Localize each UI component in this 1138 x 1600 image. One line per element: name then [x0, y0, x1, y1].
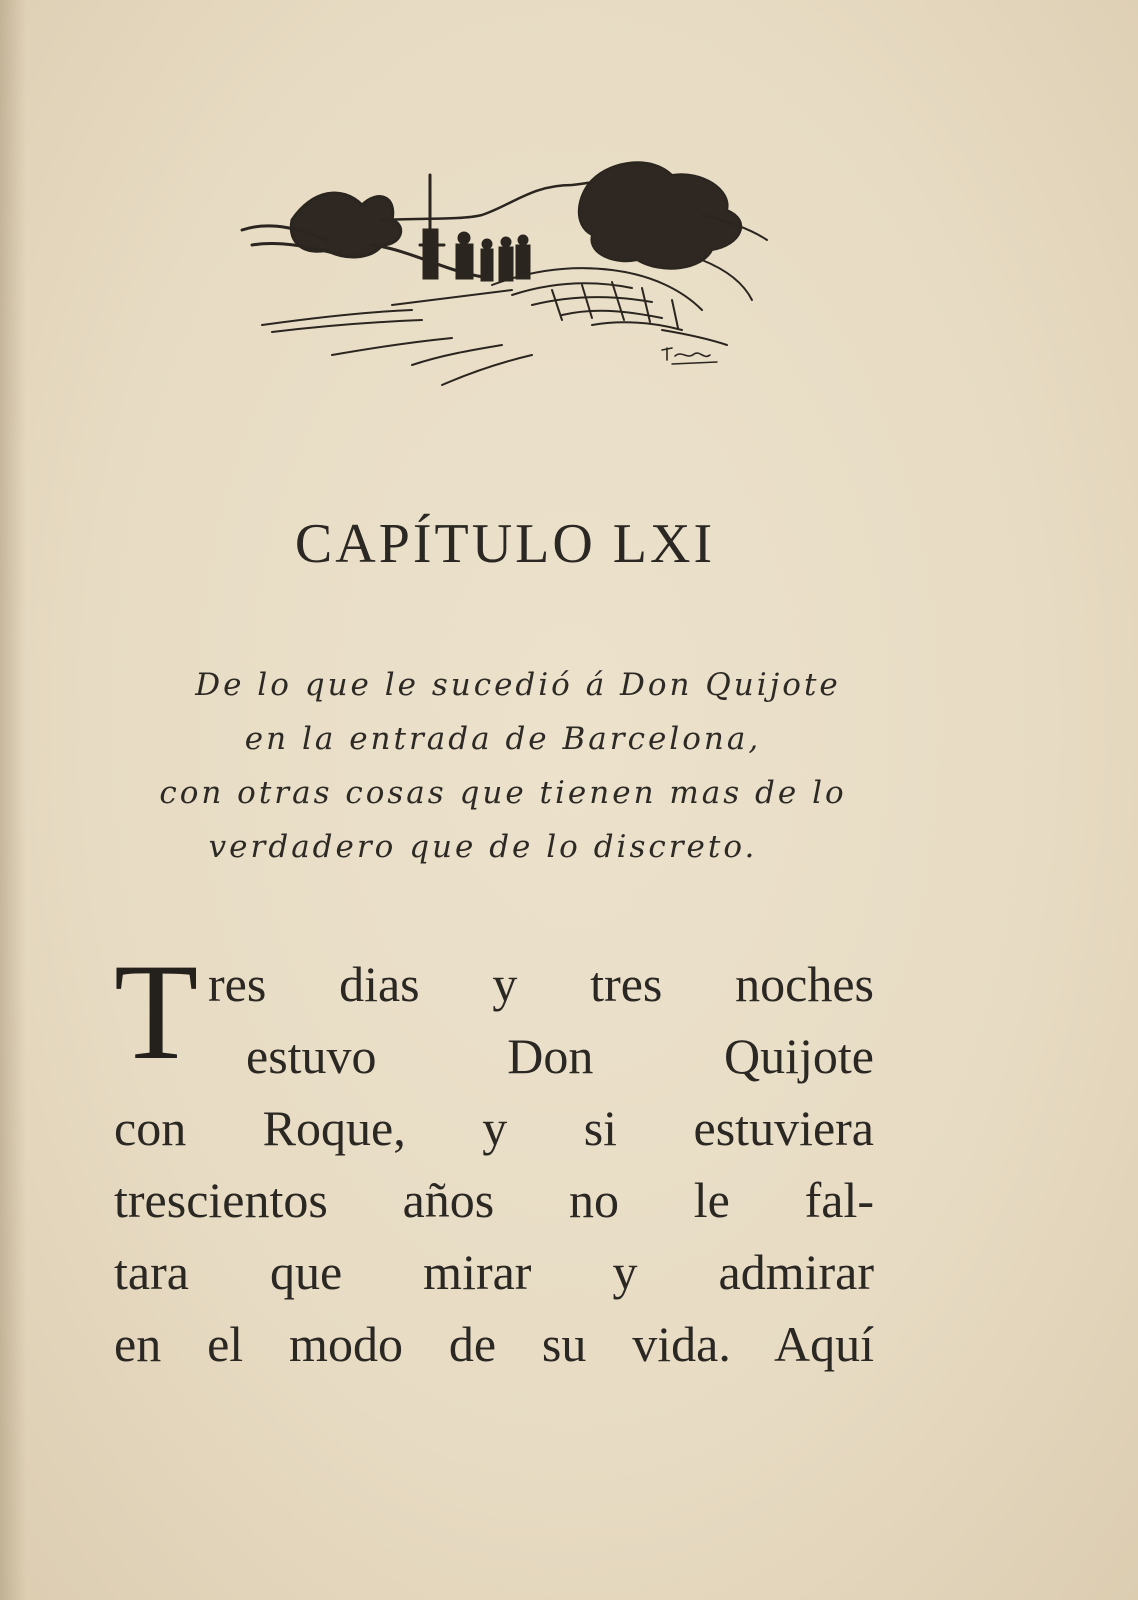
chapter-title: CAPÍTULO LXI	[294, 513, 716, 575]
landscape-illustration-icon	[232, 150, 792, 400]
summary-line: con otras cosas que tienen mas de lo	[159, 775, 847, 811]
body-line: en el modo de su vida. Aquí	[114, 1316, 874, 1372]
summary-line: en la entrada de Barcelona,	[244, 721, 762, 757]
body-line: con Roque, y si estuviera	[114, 1100, 874, 1156]
body-line: tara que mirar y admirar	[114, 1244, 874, 1300]
body-text	[114, 935, 874, 1380]
drop-cap: T	[114, 935, 199, 1088]
body-line: estuvo Don Quijote	[246, 1028, 874, 1084]
summary-line: De lo que le sucedió á Don Quijote	[195, 667, 841, 703]
summary-line: verdadero que de lo discreto.	[208, 829, 758, 865]
body-line: trescientos años no le fal-	[114, 1172, 874, 1228]
spine-shadow	[0, 0, 26, 1600]
body-line: res dias y tres noches	[208, 956, 874, 1012]
chapter-summary	[108, 658, 898, 874]
